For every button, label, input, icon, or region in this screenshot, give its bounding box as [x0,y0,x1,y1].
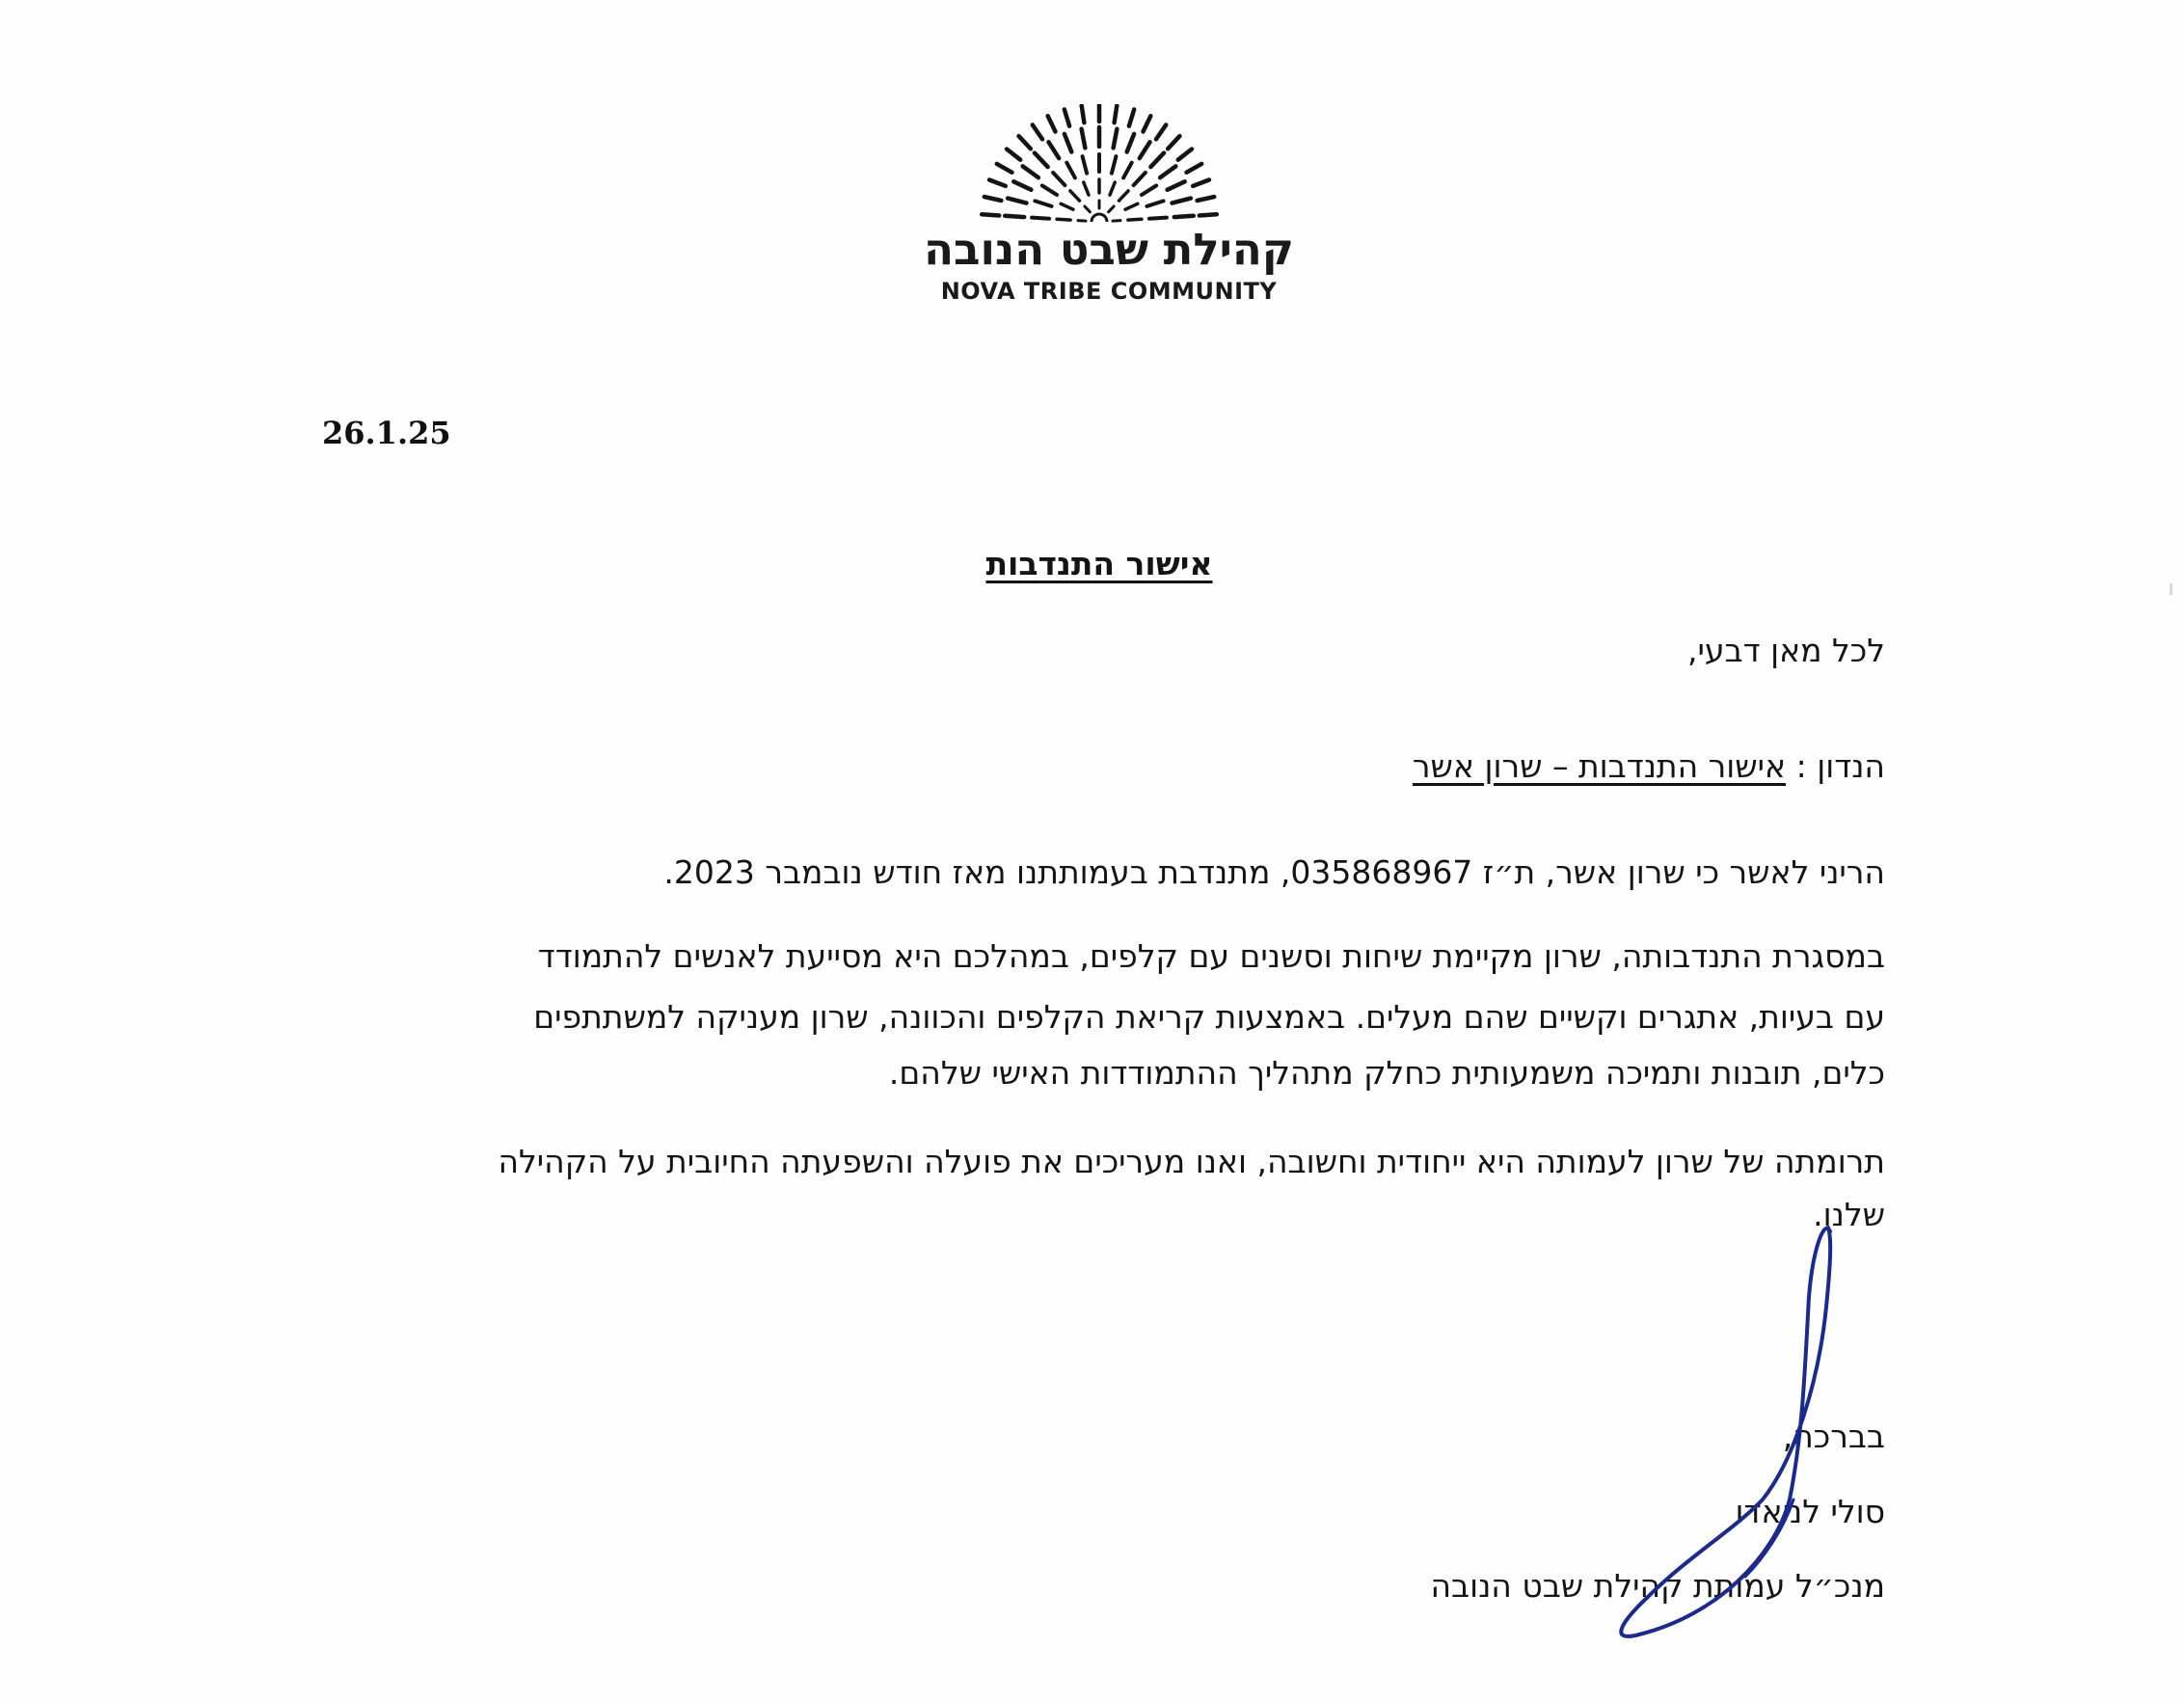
logo-ray [1082,105,1085,122]
logo-ray [1198,197,1215,201]
logo-ray [1129,110,1134,126]
letter-date: 26.1.25 [322,415,451,451]
logo-ray [1115,105,1118,122]
logo-ray [1149,218,1167,219]
logo-ray [982,214,999,215]
logo-ray [997,164,1012,173]
logo-ray [1065,134,1071,152]
logo-ray [1140,142,1150,158]
logo-ray [1142,186,1156,196]
logo-ray [1070,191,1080,201]
logo-ray [1187,164,1202,173]
handwritten-signature-icon [1601,1210,1851,1644]
logo-ray [1144,116,1151,131]
logo-ray [1173,199,1191,203]
logo-ray [1168,181,1185,190]
logo-ray [1150,153,1164,168]
logo-ray [1035,201,1051,206]
logo-ray [1113,221,1120,222]
body-line-6: שלנו. [1813,1196,1885,1233]
logo-ray [1078,221,1086,222]
logo-ray [1082,129,1086,149]
logo-ray [984,197,1002,201]
body-line-1: הריני לאשר כי שרון אשר, ת״ז 035868967, מתנדבת בעמותתנו מאז חודש נובמבר 2023. [663,853,1885,891]
sun-rays-logo-icon [950,104,1249,225]
logo-ray [1048,116,1056,131]
logo-ray [1049,142,1060,158]
logo-ray [1042,186,1057,196]
logo-ray [1083,156,1088,173]
body-line-5: תרומתה של שרון לעמותה היא ייחודית וחשובה, ואנו מעריכים את פועלה והשפעתה החיובית על הקהילה [498,1143,1885,1180]
signer-name: סולי לניאדו [1735,1493,1885,1530]
subject-prefix: הנדון : [1795,747,1885,785]
logo-ray [1065,110,1069,126]
body-line-4: כלים, תובנות ותמיכה משמעותית כחלק מתהליך ההתמודדות האישי שלהם. [888,1054,1885,1092]
body-line-2: במסגרת התנדבותה, שרון מקיימת שיחות וסשנים עם קלפים, במהלכם היא מסייעת לאנשים להתמודד [537,937,1885,975]
scan-edge-mark [2170,583,2172,595]
logo-ray [1127,134,1134,152]
subject-text: אישור התנדבות – שרון אשר [1412,747,1787,785]
logo-ray [1114,129,1118,149]
logo-ray [1112,156,1117,173]
logo-ray [1200,214,1217,215]
logo-ray [1147,201,1164,206]
logo-center-arc [1092,214,1107,222]
logo-ray [1110,182,1115,195]
logo-ray [1023,166,1038,177]
logo-hebrew-name: קהילת שבט הנובה [924,224,1294,275]
logo-ray [1013,181,1031,190]
logo-ray [1128,219,1142,220]
closing: בברכה, [1782,1418,1885,1455]
logo-ray [1057,219,1070,220]
logo-ray [1119,191,1129,201]
logo-ray [989,180,1006,186]
logo-ray [1061,203,1073,209]
logo-ray [1033,125,1042,140]
logo-ray [1168,136,1179,149]
signer-role: מנכ״ל עמותת קהילת שבט הנובה [1430,1567,1885,1605]
logo-ray [1178,149,1192,160]
body-line-3: עם בעיות, אתגרים וקשיים שהם מעלים. באמצעות קריאת הקלפים והכוונה, שרון מעניקה למשתתפים [533,998,1885,1036]
logo-ray [1174,216,1194,217]
logo-english-name: NOVA TRIBE COMMUNITY [940,278,1278,305]
logo-ray [1123,163,1132,178]
logo-ray [1125,203,1138,209]
logo-ray [1156,125,1166,140]
logo-ray [1035,153,1048,168]
logo-ray [1085,206,1091,212]
logo-ray [1066,163,1075,178]
logo-ray [1193,180,1209,186]
logo-ray [1007,149,1020,160]
logo-ray [1005,216,1024,217]
subject-line [1413,747,1885,785]
greeting: לכל מאן דבעי, [1686,632,1885,669]
logo-ray [1109,206,1115,212]
logo-ray [1084,182,1089,195]
letter-title: אישור התנדבות [985,545,1213,582]
logo-ray [1134,173,1146,185]
logo-ray [1053,173,1065,185]
logo-ray [1032,218,1049,219]
logo-ray [1019,136,1031,149]
logo-ray [1008,199,1026,203]
logo-ray [1160,166,1175,177]
